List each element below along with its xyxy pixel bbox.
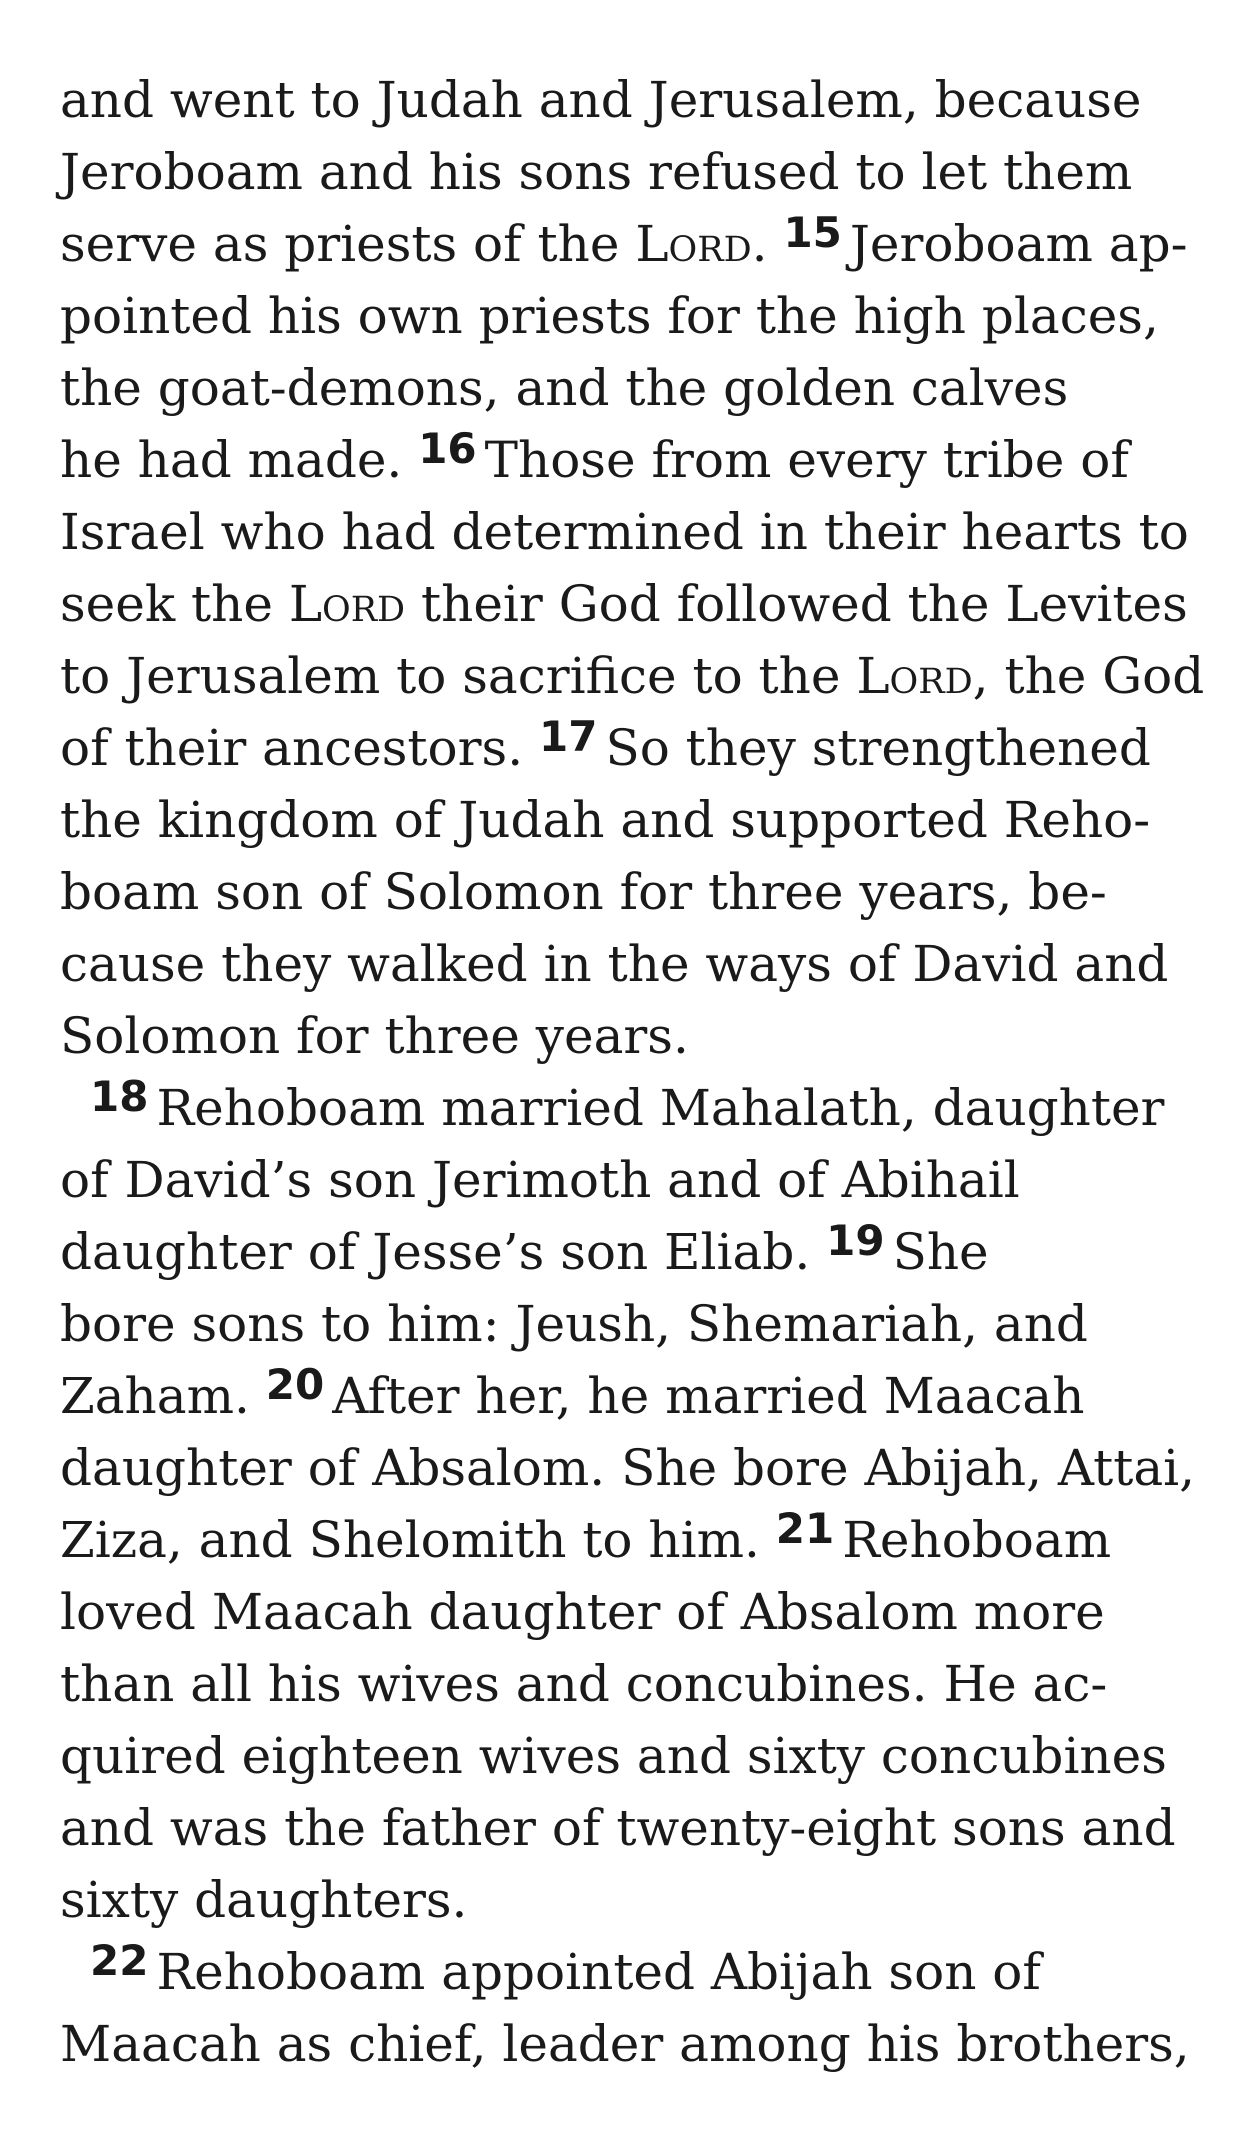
text-segment: and was the father of twenty-eight sons and [60,1799,1176,1857]
text-line [60,1216,1200,1288]
text-segment: Jeroboam ap- [849,215,1188,273]
text-line [60,1432,1200,1504]
text-line [60,1792,1200,1864]
text-segment: Israel who had determined in their hearts to [60,503,1189,561]
text-segment: Rehoboam married Mahalath, daughter [156,1079,1165,1137]
scripture-text [60,64,1205,2080]
text-line [60,784,1200,856]
text-line [60,568,1200,640]
text-line [60,1720,1200,1792]
text-line [60,1144,1200,1216]
text-segment: She [892,1223,989,1281]
text-segment: their God followed the Levites [405,575,1188,633]
text-segment: boam son of Solomon for three years, be- [60,863,1107,921]
text-line [60,136,1200,208]
text-segment: the kingdom of Judah and supported Reho- [60,791,1151,849]
text-line [60,1864,1200,1936]
text-segment: the goat-demons, and the golden calves [60,359,1069,417]
verse-number: 15 [783,208,842,257]
text-segment: . [751,215,784,273]
divine-name-smallcaps: Lord [856,647,973,705]
text-line [60,64,1200,136]
text-line [60,424,1200,496]
verse-number: 19 [826,1216,885,1265]
divine-name-smallcaps: Lord [635,215,752,273]
text-segment: he had made. [60,431,419,489]
text-segment: than all his wives and concubines. He ac- [60,1655,1108,1713]
text-line [60,712,1200,784]
text-segment: cause they walked in the ways of David and [60,935,1169,993]
text-segment: pointed his own priests for the high places, [60,287,1159,345]
text-line [60,352,1200,424]
text-line [60,640,1205,712]
text-line [60,2008,1200,2080]
text-segment: daughter of Absalom. She bore Abijah, Attai, [60,1439,1196,1497]
text-segment: bore sons to him: Jeush, Shemariah, and [60,1295,1088,1353]
text-segment: seek the [60,575,289,633]
text-segment: Rehoboam appointed Abijah son of [156,1943,1041,2001]
divine-name-smallcaps: Lord [288,575,406,633]
text-line [60,1648,1200,1720]
text-line [60,1288,1200,1360]
text-segment: of their ancestors. [60,719,539,777]
text-segment: to Jerusalem to sacrifice to the [60,647,857,705]
text-segment: Maacah as chief, leader among his brothers, [60,2015,1190,2073]
text-line [60,1072,1200,1144]
text-segment: loved Maacah daughter of Absalom more [60,1583,1105,1641]
text-segment: daughter of Jesse’s son Eliab. [60,1223,827,1281]
text-segment: serve as priests of the [60,215,636,273]
text-segment: So they strengthened [605,719,1151,777]
text-segment: Rehoboam [842,1511,1112,1569]
text-segment: of David’s son Jerimoth and of Abihail [60,1151,1020,1209]
text-line [60,928,1200,1000]
text-segment: quired eighteen wives and sixty concubines [60,1727,1167,1785]
verse-number: 16 [418,424,477,473]
text-line [60,1000,1200,1072]
text-segment: Solomon for three years. [60,1007,689,1065]
text-segment: sixty daughters. [60,1871,468,1929]
text-segment: Zaham. [60,1367,266,1425]
verse-number: 22 [90,1936,149,1985]
text-line [60,1576,1200,1648]
text-line [60,1504,1200,1576]
verse-number: 17 [538,712,598,761]
verse-number: 21 [775,1504,835,1553]
text-line [60,856,1200,928]
text-segment: , the God [972,647,1205,705]
text-segment: Those from every tribe of [484,431,1129,489]
text-segment: Jeroboam and his sons refused to let them [60,143,1133,201]
text-line [60,280,1200,352]
text-line [60,208,1200,280]
text-line [60,1360,1200,1432]
text-line [60,496,1200,568]
text-segment: Ziza, and Shelomith to him. [60,1511,776,1569]
text-segment: and went to Judah and Jerusalem, because [60,71,1142,129]
text-segment: After her, he married Maacah [332,1367,1085,1425]
text-line [60,1936,1200,2008]
verse-number: 20 [265,1360,325,1409]
verse-number: 18 [90,1072,149,1121]
